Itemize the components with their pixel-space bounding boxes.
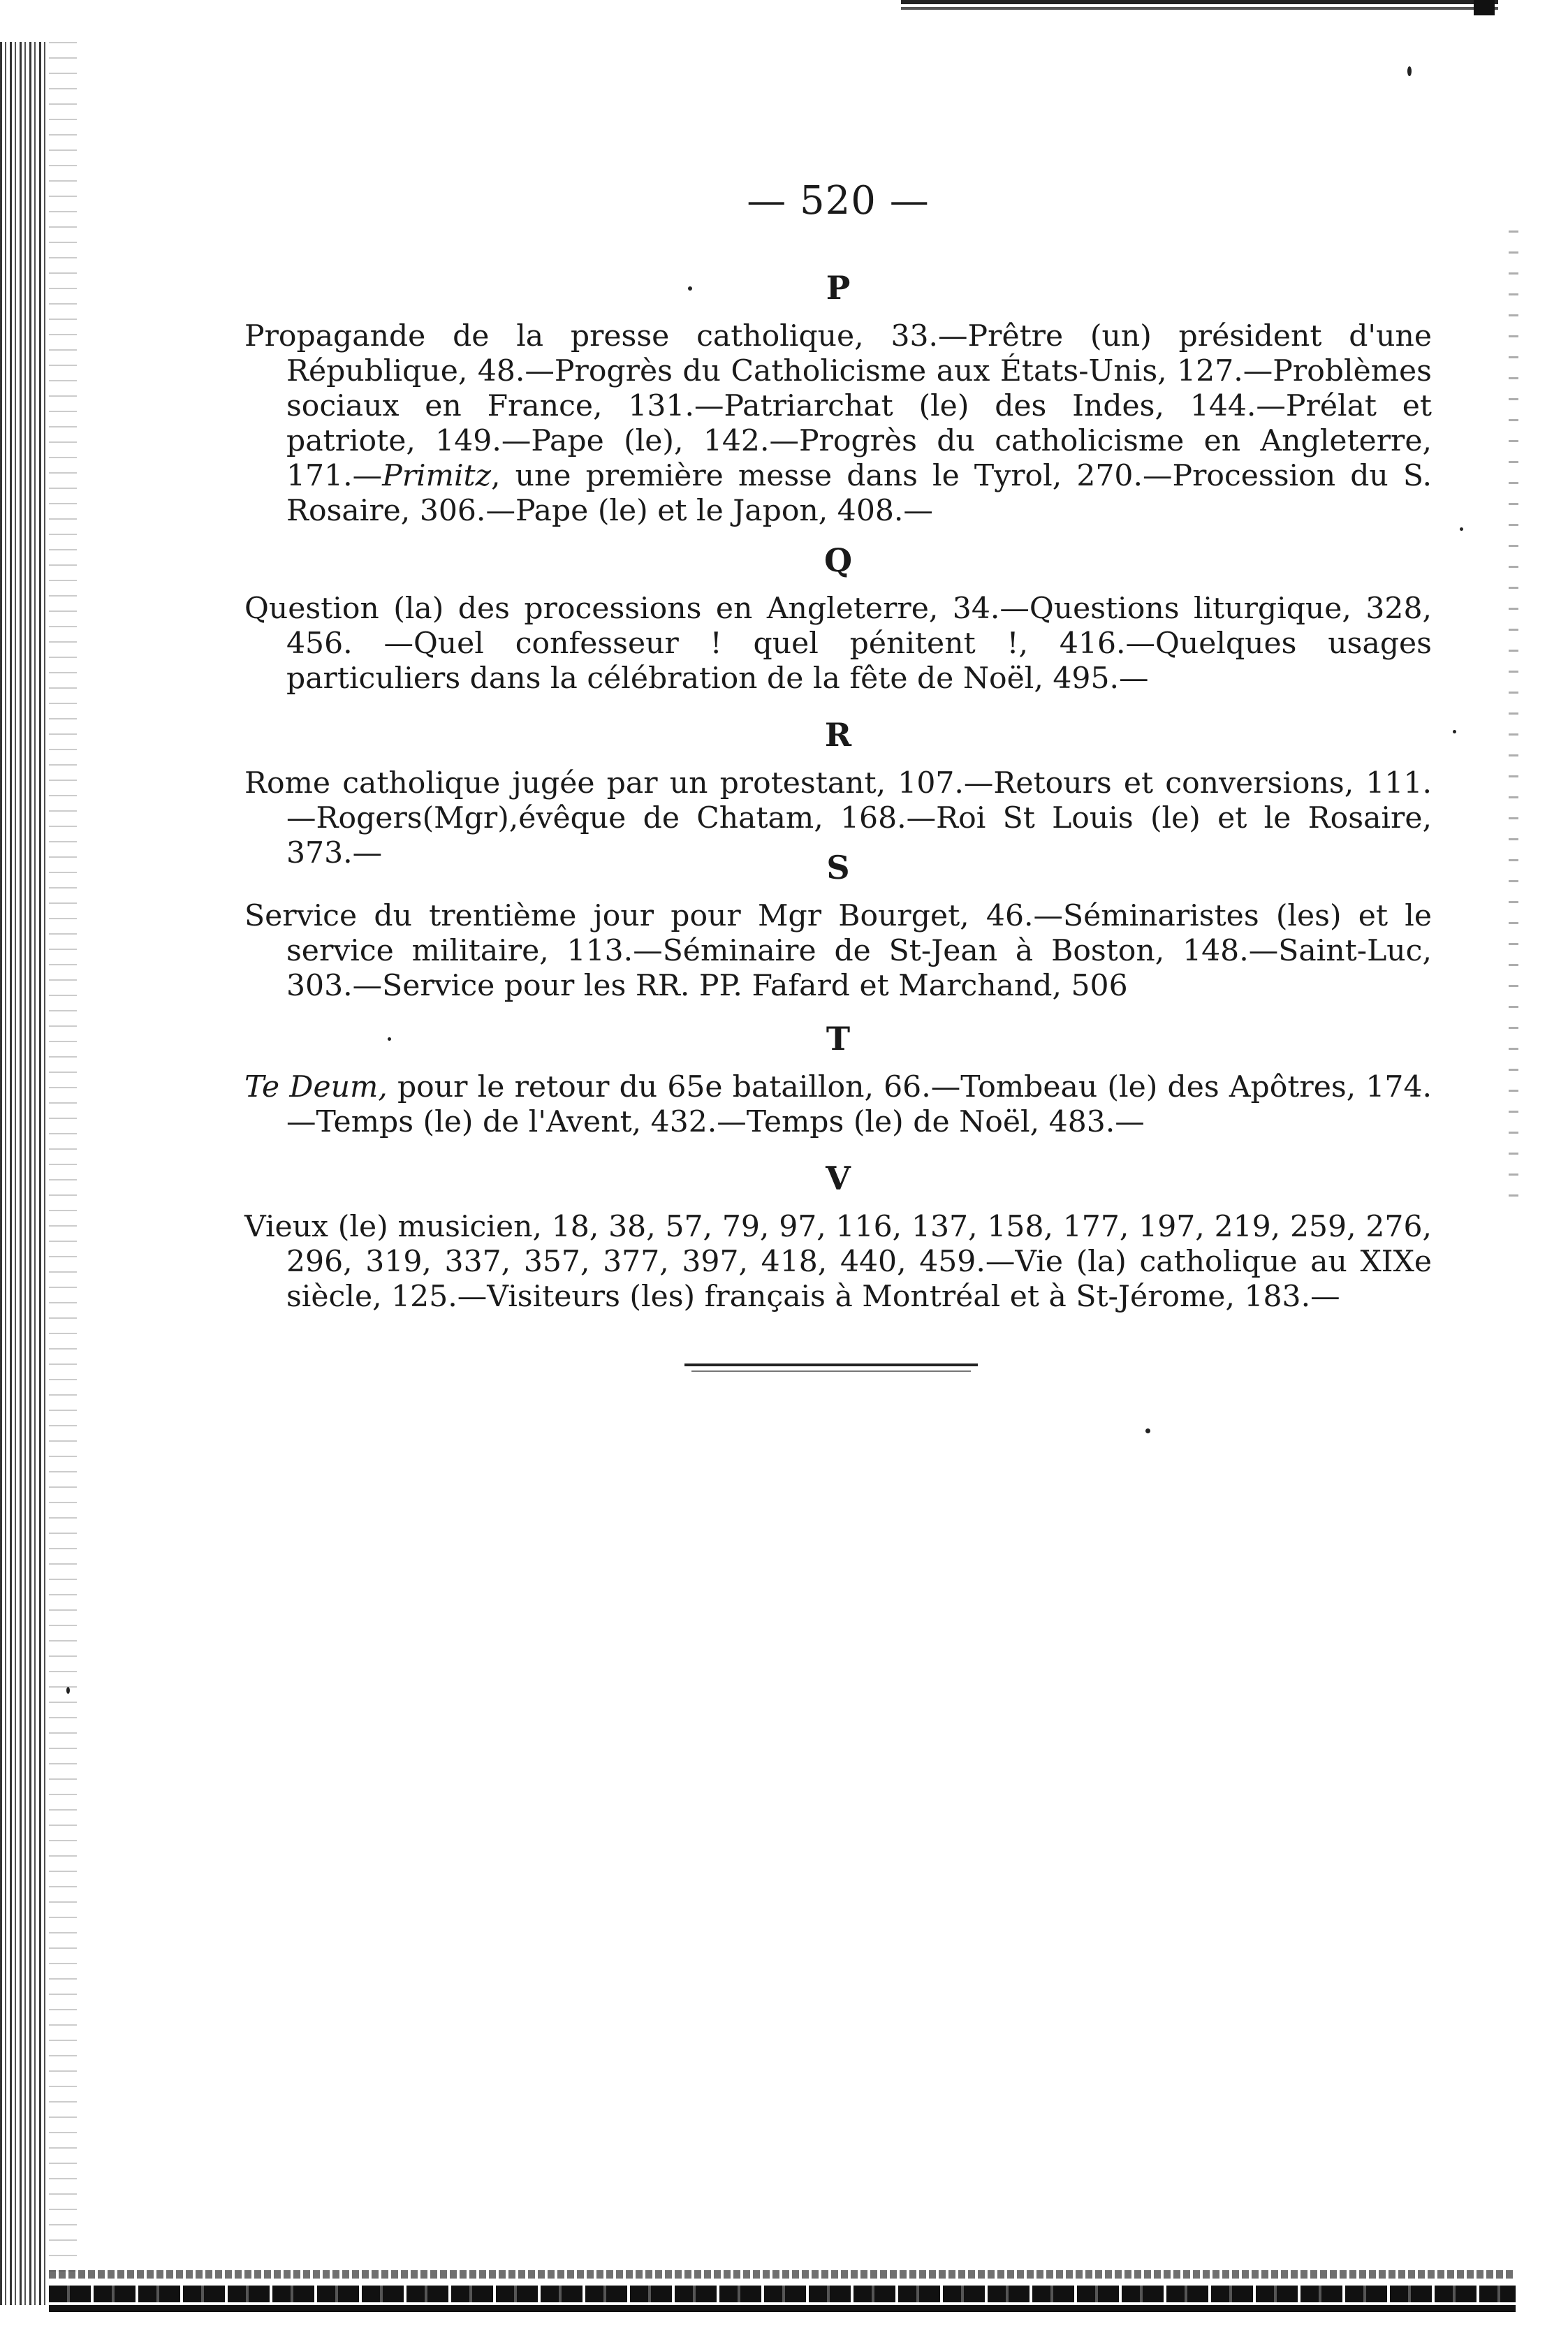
entry-text: Service du trentième jour pour Mgr Bourget, 46.—Séminaristes (les) et le service militaire, 113.—Séminaire de St-Jean à Boston, 148.—Saint-Luc, 303.—Service pour les RR. PP. Fafard et Marchand, 506 (244, 899, 1432, 1003)
scan-bottom-band-line (49, 2305, 1516, 2312)
index-entries (244, 319, 1432, 529)
scan-bottom-band-line (49, 2286, 1516, 2302)
section-letter: R (824, 716, 852, 754)
scan-bottom-band-line (49, 2270, 1516, 2279)
entry-text: Propagande de la presse catholique, 33.—Prêtre (un) président d'une République, 48.—Progrès du Catholicisme aux États-Unis, 127.—Problèmes sociaux en France, 131.—Patriarchat (le) des Indes, 144.—Prélat et patriote, 149.—Pape (le), 142.—Progrès du catholicisme en Angleterre, 171.— (244, 319, 1432, 493)
page-number: — 520 — (747, 178, 930, 224)
entry-text-italic: Te Deum, (244, 1070, 388, 1104)
section-letter: V (826, 1160, 851, 1197)
scan-speck (1145, 1428, 1150, 1433)
section-letter: Q (823, 541, 853, 579)
scan-left-shadow (49, 42, 77, 2305)
index-section-v (244, 1160, 1432, 1315)
index-section-r (244, 716, 1432, 871)
section-letter: P (826, 269, 851, 307)
entry-text: Question (la) des processions en Angleterre, 34.—Questions liturgique, 328, 456. —Quel confesseur ! quel pénitent !, 416.—Quelques usages particuliers dans la célébration de la fête de Noël, 495.— (244, 592, 1432, 696)
section-letter: S (826, 849, 850, 886)
scan-right-edge (1509, 231, 1518, 1208)
index-entries (244, 592, 1432, 696)
section-letter: T (826, 1020, 851, 1058)
index-section-p (244, 269, 1432, 529)
entry-text: , une première messe dans le Tyrol, 270.—Procession du S. Rosaire, 306.—Pape (le) et le Japon, 408.— (286, 459, 1432, 528)
index-entries (244, 1210, 1432, 1315)
scan-speck (66, 1687, 70, 1694)
scan-speck (1407, 66, 1412, 76)
index-section-t (244, 1020, 1432, 1140)
entry-text: Vieux (le) musicien, 18, 38, 57, 79, 97, 116, 137, 158, 177, 197, 219, 259, 276, 296, 319, 337, 357, 377, 397, 418, 440, 459.—Vie (la) catholique au XIXe siècle, 125.—Visiteurs (les) français à Montréal et à St-Jérome, 183.— (244, 1210, 1432, 1314)
index-entries (244, 899, 1432, 1004)
closing-rule (684, 1363, 978, 1366)
index-entries (244, 1070, 1432, 1140)
scan-speck (1460, 527, 1463, 531)
scan-speck (1453, 730, 1456, 733)
scan-bottom-band (49, 2270, 1516, 2347)
index-section-q (244, 541, 1432, 696)
entry-text: Rome catholique jugée par un protestant, 107.—Retours et conversions, 111.—Rogers(Mgr),évêque de Chatam, 168.—Roi St Louis (le) et le Rosaire, 373.— (244, 766, 1432, 870)
scan-left-edge (0, 42, 49, 2305)
scan-top-rule (901, 0, 1498, 10)
entry-text: pour le retour du 65e bataillon, 66.—Tombeau (le) des Apôtres, 174.—Temps (le) de l'Avent, 432.—Temps (le) de Noël, 483.— (286, 1070, 1432, 1139)
scan-top-rule-cap (1474, 0, 1495, 15)
closing-rule-thin (691, 1370, 971, 1372)
index-section-s (244, 849, 1432, 1004)
entry-text-italic: Primitz (382, 459, 492, 493)
